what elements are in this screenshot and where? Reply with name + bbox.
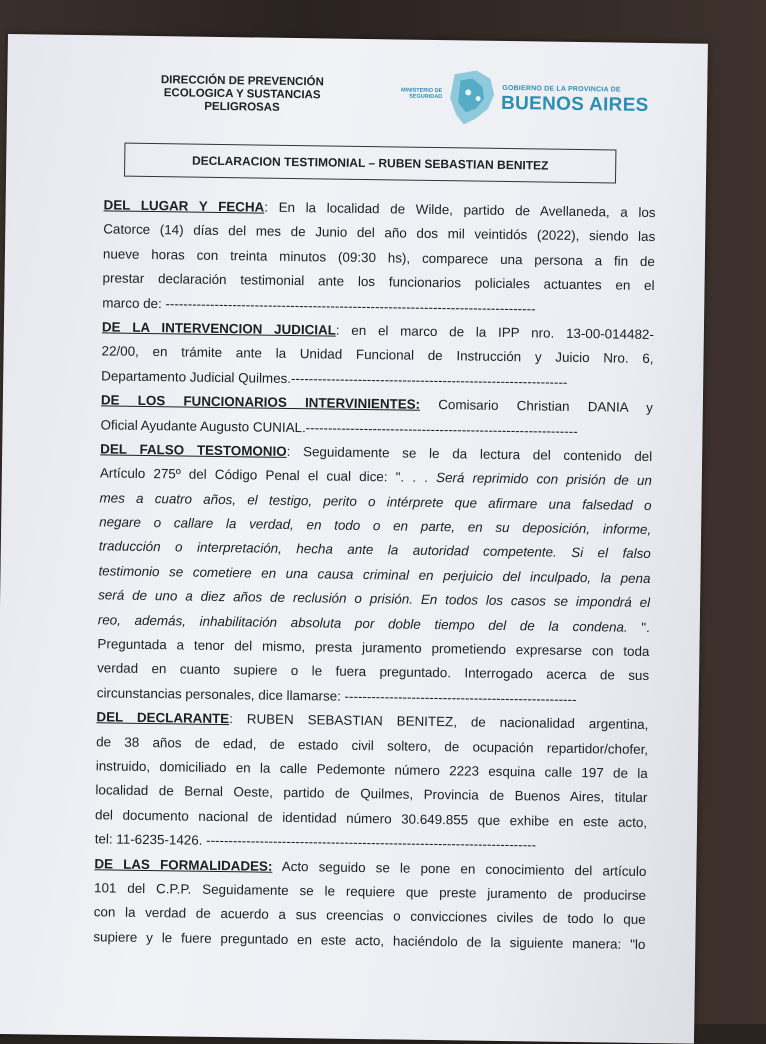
ministry-line: SEGURIDAD [409, 93, 443, 101]
section-heading: DEL DECLARANTE [96, 709, 230, 727]
document-page [0, 34, 708, 1044]
line-text: 101 del C.P.P. Seguidamente se le requiere que preste juramento de producirse [93, 880, 647, 903]
section-heading: DE LAS FORMALIDADES: [94, 855, 273, 874]
line-text: : en el marco de la IPP nro. 13-00-014482- [335, 322, 654, 342]
line-text: : Seguidamente se le da lectura del contenido del [286, 443, 653, 464]
line-text: Preguntada a tenor del mismo, presta juramento prometiendo expresarse con toda [97, 636, 650, 660]
line-text: Departamento Judicial Quilmes.-------------------------------------------------------------- [101, 368, 568, 390]
line-text: tel: 11-6235-1426. -------------------------------------------------------------------------- [94, 831, 537, 853]
document-body [93, 193, 656, 957]
section-heading: DEL FALSO TESTOMONIO [100, 441, 287, 459]
province-name: BUENOS AIRES [500, 92, 649, 116]
line-text: prestar declaración testimonial ante los funcionarios policiales actuantes en el [102, 270, 655, 294]
line-text: Catorce (14) días del mes de Junio del año dos mil veintidós (2022), siendo las [103, 221, 656, 245]
line-text: 22/00, en trámite ante la Unidad Funcional de Instrucción y Juicio Nro. 6, [101, 343, 654, 367]
quoted-article-text: Será reprimido con prisión de un [435, 470, 652, 489]
line-text: nueve horas con treinta minutos (09:30 hs), comparece una persona a fin de [102, 246, 655, 269]
department-line: PELIGROSAS [204, 100, 280, 114]
line-text: : RUBEN SEBASTIAN BENITEZ, de nacionalidad argentina, [229, 711, 649, 733]
line-text: del documento nacional de identidad número 30.649.855 que exhibe en este acto, [95, 807, 648, 830]
ministry-label [382, 87, 442, 100]
line-text: instruido, domiciliado en la calle Pedemonte número 2223 esquina calle 197 de la [95, 758, 648, 781]
line-text: Acto seguido se le pone en conocimiento del artículo [272, 858, 647, 879]
quoted-article-text: será de uno a diez años de reclusión o prisión. En todos los casos se impondrá el [98, 587, 651, 611]
quoted-article-text: negare o callare la verdad, en todo o en parte, en su deposición, informe, [99, 514, 652, 538]
section-heading: DE LOS FUNCIONARIOS INTERVINIENTES: [100, 392, 421, 412]
line-text: Artículo 275º del Código Penal el cual dice: ". . . [99, 465, 437, 486]
province-map-icon [446, 68, 499, 127]
document-title: DECLARACION TESTIMONIAL – RUBEN SEBASTIAN BENITEZ [124, 143, 616, 184]
department-header [142, 74, 343, 116]
section-heading: DEL LUGAR Y FECHA [103, 197, 265, 215]
department-line: DIRECCIÓN DE PREVENCIÓN [160, 74, 324, 89]
quoted-article-text: mes a cuatro años, el testigo, perito o intérprete que afirmare una falsedad o [99, 490, 652, 513]
line-text: Comisario Christian DANIA y [419, 396, 653, 416]
line-text: localidad de Bernal Oeste, partido de Quilmes, Provincia de Buenos Aires, titular [95, 782, 648, 806]
line-text: verdad en cuanto supiere o le fuera preguntado. Interrogado acerca de sus [97, 660, 650, 684]
line-text: de 38 años de edad, de estado civil soltero, de ocupación repartidor/chofer, [96, 733, 649, 757]
line-text: marco de: ----------------------------------------------------------------------------------- [102, 294, 536, 316]
buenos-aires-logo [382, 67, 649, 130]
line-text: : En la localidad de Wilde, partido de Avellaneda, a los [264, 199, 656, 221]
line-text: con la verdad de acuerdo a sus creencias o convicciones civiles de todo lo que [93, 904, 646, 928]
quoted-article-text: testimonio se cometiere en una causa criminal en perjuicio del inculpado, la pena [98, 563, 651, 586]
quoted-article-text: traducción o interpretación, hecha ante la autoridad competente. Si el falso [98, 538, 651, 562]
section-heading: DE LA INTERVENCION JUDICIAL [101, 319, 336, 338]
ministry-line: MINISTERIO DE [400, 87, 443, 95]
government-label: GOBIERNO DE LA PROVINCIA DE [502, 84, 621, 94]
quoted-article-text: reo, además, inhabilitación absoluta por doble tiempo del de la condena. [97, 611, 628, 635]
line-text: ". [627, 619, 650, 635]
line-text: Oficial Ayudante Augusto CUNIAL.------------------------------------------------------------- [100, 416, 578, 439]
line-text: circunstancias personales, dice llamarse: ---------------------------------------------------- [96, 685, 577, 707]
department-line: ECOLOGICA Y SUSTANCIAS [163, 87, 321, 102]
line-text: supiere y le fuere preguntado en este acto, haciéndolo de la siguiente manera: "lo [93, 928, 646, 952]
